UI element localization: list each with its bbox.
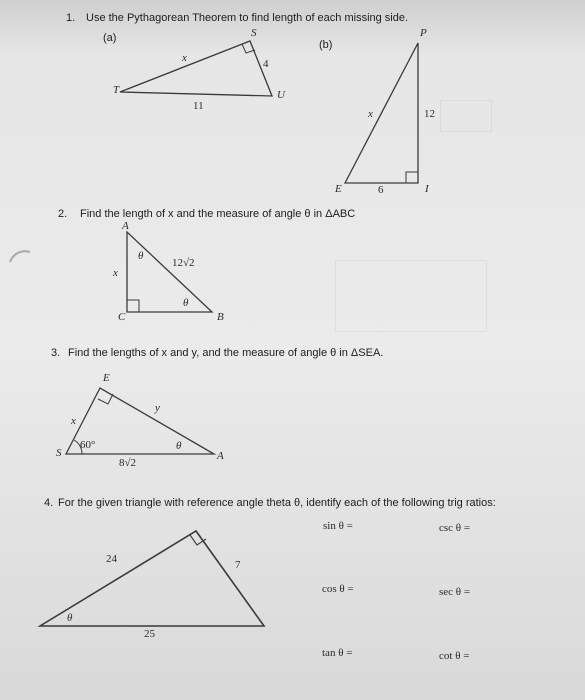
q2-number: 2.: [58, 208, 68, 220]
side-4-label: 4: [263, 58, 269, 70]
side-y-label-sea: y: [155, 402, 160, 414]
vertex-a-label: A: [122, 220, 129, 232]
side-25-label: 25: [144, 628, 155, 640]
triangle-pei: [345, 43, 418, 183]
csc-ratio-label: csc θ =: [439, 522, 471, 534]
triangle-stu: [120, 41, 272, 96]
q3-number: 3.: [51, 347, 61, 359]
cot-ratio-label: cot θ =: [439, 650, 470, 662]
vertex-p-label: P: [420, 27, 427, 39]
side-x-label-sea: x: [71, 415, 76, 427]
side-6-label: 6: [378, 184, 384, 196]
punch-hole: [10, 251, 30, 262]
theta-b-label: θ: [183, 297, 189, 309]
vertex-b-label: B: [217, 311, 224, 323]
hypotenuse-label: 12√2: [172, 257, 195, 269]
theta-a-label: θ: [138, 250, 144, 262]
q1-part-b: (b): [319, 39, 333, 51]
triangle-24-7-25: [40, 531, 264, 626]
triangle-abc: [127, 232, 212, 312]
side-x-label-b: x: [368, 108, 373, 120]
theta-label-q4: θ: [67, 612, 73, 624]
side-24-label: 24: [106, 553, 117, 565]
q4-prompt: For the given triangle with reference angle theta θ, identify each of the following trig ratios:: [58, 497, 496, 509]
q1-prompt: Use the Pythagorean Theorem to find length of each missing side.: [86, 12, 409, 24]
vertex-s-label-sea: S: [56, 447, 62, 459]
angle-60-label: 60°: [80, 439, 96, 451]
q3-prompt: Find the lengths of x and y, and the measure of angle θ in ΔSEA.: [68, 347, 384, 359]
theta-label-sea: θ: [176, 440, 182, 452]
sec-ratio-label: sec θ =: [439, 586, 471, 598]
side-7-label: 7: [235, 559, 241, 571]
vertex-e-label: E: [335, 183, 342, 195]
tan-ratio-label: tan θ =: [322, 647, 353, 659]
vertex-e-label-sea: E: [103, 372, 110, 384]
vertex-t-label: T: [113, 84, 120, 96]
base-label-sea: 8√2: [119, 457, 137, 469]
q1-number: 1.: [66, 12, 76, 24]
q4-number: 4.: [44, 497, 54, 509]
sin-ratio-label: sin θ =: [323, 520, 353, 532]
cos-ratio-label: cos θ =: [322, 583, 354, 595]
vertex-s-label: S: [251, 27, 257, 39]
side-12-label: 12: [424, 108, 435, 120]
vertex-a-label-sea: A: [217, 450, 224, 462]
vertex-i-label: I: [425, 183, 429, 195]
side-x-label-a: x: [182, 52, 187, 64]
side-11-label: 11: [193, 100, 204, 112]
vertex-c-label: C: [118, 311, 126, 323]
side-x-label-abc: x: [113, 267, 118, 279]
q2-prompt: Find the length of x and the measure of angle θ in ΔABC: [80, 208, 356, 220]
vertex-u-label: U: [277, 89, 285, 101]
q1-part-a: (a): [103, 32, 117, 44]
